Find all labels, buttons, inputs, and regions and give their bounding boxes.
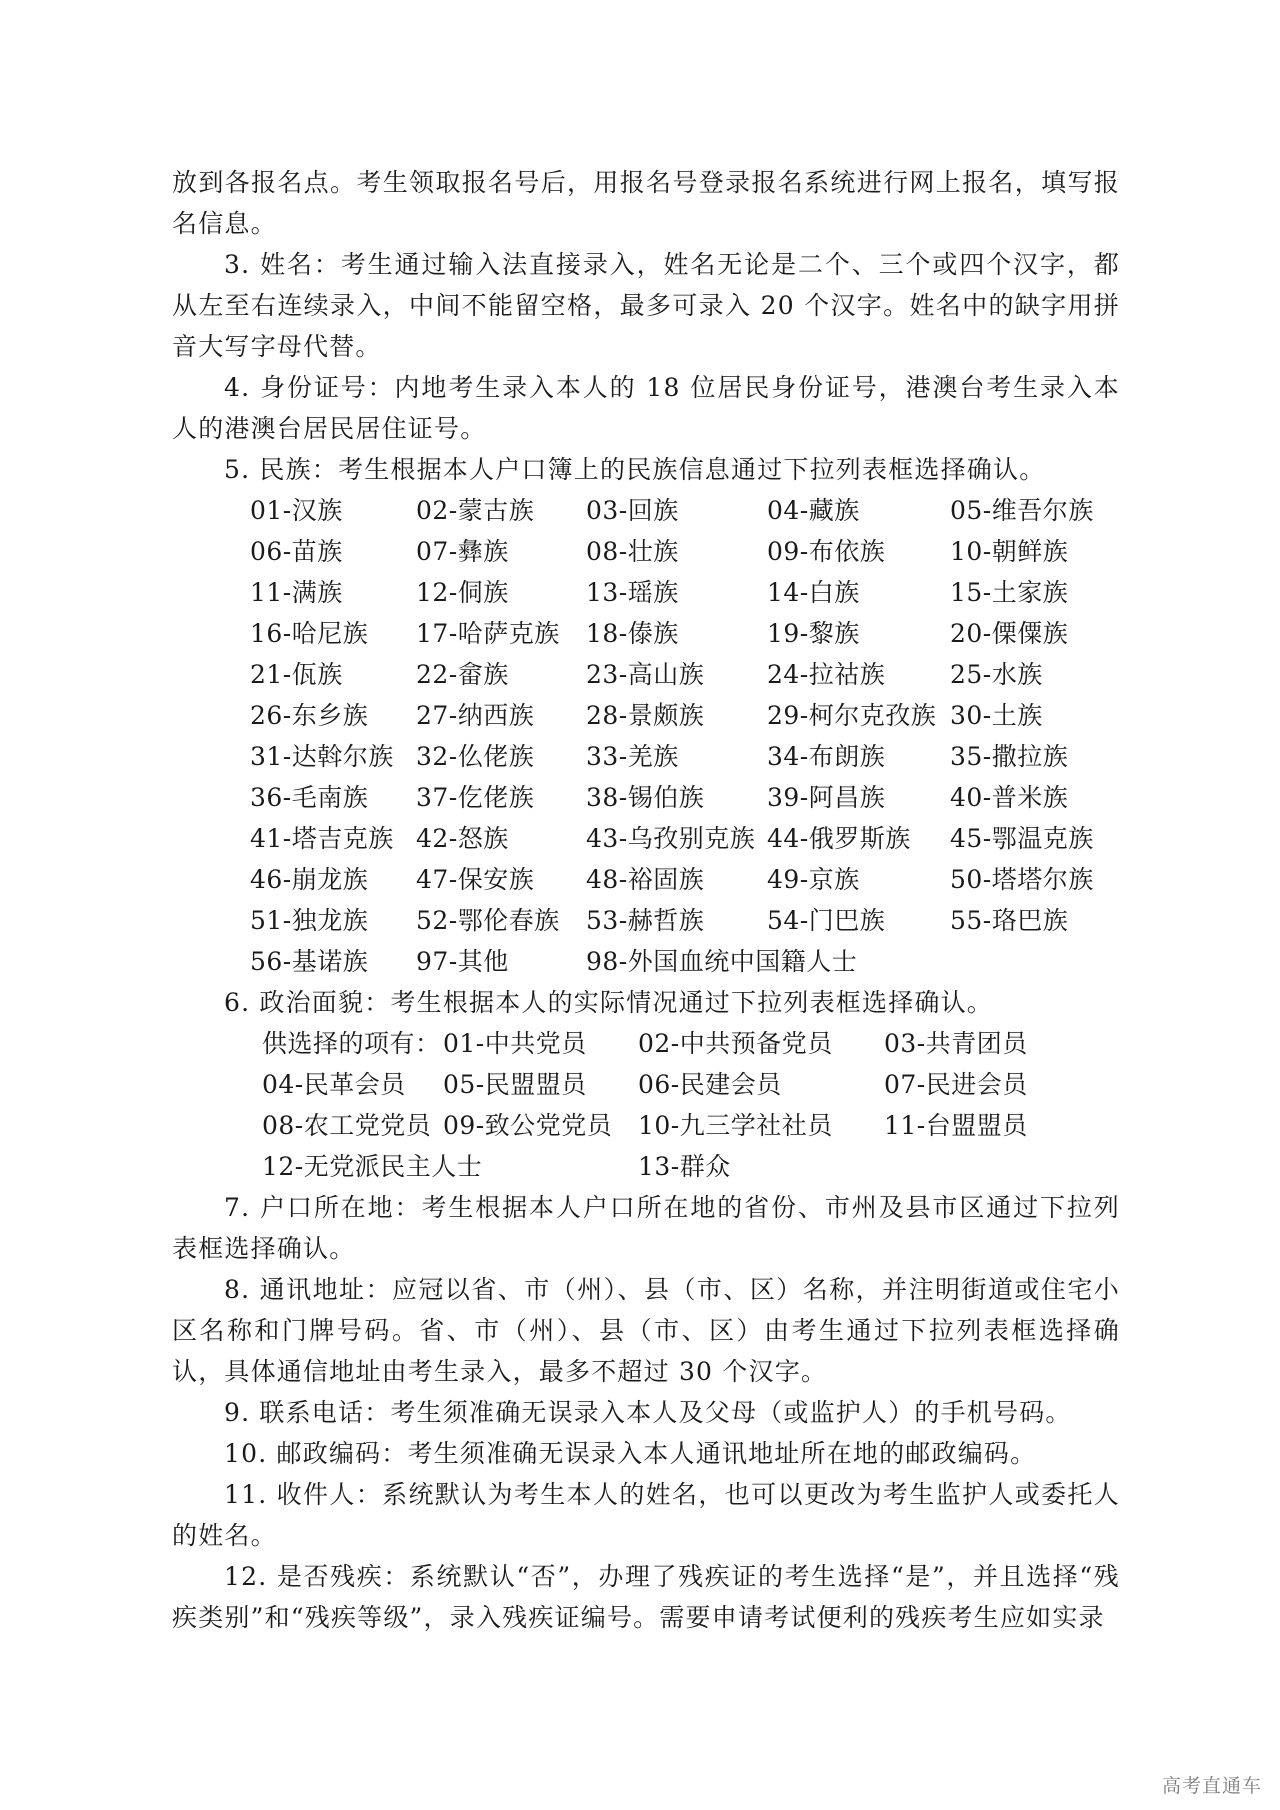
ethnic-option: 38-锡伯族 [586,783,705,812]
ethnic-option: 09-布依族 [767,537,886,566]
ethnic-row [172,654,1120,695]
party-row [172,1023,1120,1064]
ethnic-table [172,490,1120,982]
party-option: 08-农工党党员 [262,1111,432,1140]
ethnic-option: 17-哈萨克族 [416,619,560,648]
ethnic-option: 25-水族 [950,660,1043,689]
ethnic-option: 41-塔吉克族 [250,824,394,853]
ethnic-option: 47-保安族 [416,865,535,894]
paragraph-postcode: 10. 邮政编码：考生须准确无误录入本人通讯地址所在地的邮政编码。 [224,1439,1037,1468]
ethnic-option: 50-塔塔尔族 [950,865,1094,894]
ethnic-option: 29-柯尔克孜族 [767,701,937,730]
ethnic-option: 15-土家族 [950,578,1069,607]
party-table [172,1023,1120,1187]
party-option: 06-民建会员 [638,1070,782,1099]
ethnic-option: 18-傣族 [586,619,679,648]
ethnic-option: 34-布朗族 [767,742,886,771]
ethnic-option: 39-阿昌族 [767,783,886,812]
ethnic-option: 51-独龙族 [250,906,369,935]
paragraph-phone: 9. 联系电话：考生须准确无误录入本人及父母（或监护人）的手机号码。 [224,1398,1072,1427]
ethnic-option: 24-拉祜族 [767,660,886,689]
ethnic-option: 32-仫佬族 [416,742,535,771]
ethnic-row [172,859,1120,900]
ethnic-row [172,490,1120,531]
ethnic-option: 11-满族 [250,578,343,607]
ethnic-option: 55-珞巴族 [950,906,1069,935]
paragraph-address: 8. 通讯地址：应冠以省、市（州）、县（市、区）名称，并注明街道或住宅小区名称和门牌号码。省、市（州）、县（市、区）由考生通过下拉列表框选择确认，具体通信地址由考生录入，最多不超过 30 个汉字。 [172,1275,1120,1386]
party-option: 13-群众 [638,1152,731,1181]
party-option: 12-无党派民主人士 [262,1152,483,1181]
ethnic-option: 02-蒙古族 [416,496,535,525]
party-option: 09-致公党党员 [443,1111,613,1140]
ethnic-row [172,695,1120,736]
ethnic-option: 13-瑶族 [586,578,679,607]
ethnic-option: 21-佤族 [250,660,343,689]
ethnic-option: 28-景颇族 [586,701,705,730]
ethnic-option: 12-侗族 [416,578,509,607]
ethnic-option: 36-毛南族 [250,783,369,812]
party-option: 03-共青团员 [884,1029,1028,1058]
ethnic-option: 16-哈尼族 [250,619,369,648]
ethnic-row [172,736,1120,777]
ethnic-option: 06-苗族 [250,537,343,566]
paragraph-disability: 12. 是否残疾：系统默认“否”，办理了残疾证的考生选择“是”，并且选择“残疾类别”和“残疾等级”，录入残疾证编号。需要申请考试便利的残疾考生应如实录 [172,1562,1120,1632]
ethnic-row [172,941,1120,982]
ethnic-option: 07-彝族 [416,537,509,566]
party-option: 11-台盟盟员 [884,1111,1028,1140]
paragraph-id-number: 4. 身份证号：内地考生录入本人的 18 位居民身份证号，港澳台考生录入本人的港澳台居民居住证号。 [172,373,1120,443]
ethnic-option: 33-羌族 [586,742,679,771]
ethnic-option: 44-俄罗斯族 [767,824,911,853]
ethnic-row [172,531,1120,572]
ethnic-row [172,818,1120,859]
ethnic-option: 22-畲族 [416,660,509,689]
ethnic-option: 14-白族 [767,578,860,607]
ethnic-option: 49-京族 [767,865,860,894]
ethnic-option: 05-维吾尔族 [950,496,1094,525]
paragraph-political-status: 6. 政治面貌：考生根据本人的实际情况通过下拉列表框选择确认。 [224,988,994,1017]
party-option: 01-中共党员 [443,1029,587,1058]
ethnic-row [172,572,1120,613]
ethnic-option: 31-达斡尔族 [250,742,394,771]
ethnic-option: 52-鄂伦春族 [416,906,560,935]
ethnic-option: 35-撒拉族 [950,742,1069,771]
party-option: 07-民进会员 [884,1070,1028,1099]
ethnic-row [172,777,1120,818]
party-option: 05-民盟盟员 [443,1070,587,1099]
ethnic-option: 40-普米族 [950,783,1069,812]
ethnic-option: 46-崩龙族 [250,865,369,894]
ethnic-option: 43-乌孜别克族 [586,824,756,853]
paragraph-ethnicity: 5. 民族：考生根据本人户口簿上的民族信息通过下拉列表框选择确认。 [224,455,1046,484]
ethnic-option: 04-藏族 [767,496,860,525]
party-row [172,1146,1120,1187]
watermark: 高考直通车 [1161,1775,1262,1797]
paragraph-household: 7. 户口所在地：考生根据本人户口所在地的省份、市州及县市区通过下拉列表框选择确认。 [172,1193,1120,1263]
party-option: 02-中共预备党员 [638,1029,833,1058]
party-options-label: 供选择的项有： [262,1029,441,1058]
paragraph-name: 3. 姓名：考生通过输入法直接录入，姓名无论是二个、三个或四个汉字，都从左至右连续录入，中间不能留空格，最多可录入 20 个汉字。姓名中的缺字用拼音大写字母代替。 [172,250,1120,361]
ethnic-option: 37-仡佬族 [416,783,535,812]
ethnic-option: 01-汉族 [250,496,343,525]
ethnic-option: 45-鄂温克族 [950,824,1094,853]
party-option: 10-九三学社社员 [638,1111,833,1140]
ethnic-option: 30-土族 [950,701,1043,730]
ethnic-option: 23-高山族 [586,660,705,689]
ethnic-row [172,900,1120,941]
paragraph-continuation: 放到各报名点。考生领取报名号后，用报名号登录报名系统进行网上报名，填写报名信息。 [172,168,1120,238]
ethnic-option: 26-东乡族 [250,701,369,730]
ethnic-option: 03-回族 [586,496,679,525]
ethnic-option: 42-怒族 [416,824,509,853]
ethnic-row [172,613,1120,654]
party-option: 04-民革会员 [262,1070,406,1099]
ethnic-option: 19-黎族 [767,619,860,648]
ethnic-option: 20-傈僳族 [950,619,1069,648]
ethnic-option: 53-赫哲族 [586,906,705,935]
ethnic-option: 54-门巴族 [767,906,886,935]
ethnic-option: 48-裕固族 [586,865,705,894]
paragraph-recipient: 11. 收件人：系统默认为考生本人的姓名，也可以更改为考生监护人或委托人的姓名。 [172,1480,1120,1550]
ethnic-option: 97-其他 [416,947,509,976]
party-row [172,1105,1120,1146]
ethnic-option: 56-基诺族 [250,947,369,976]
ethnic-option: 27-纳西族 [416,701,535,730]
document-page [172,162,1120,1638]
ethnic-option: 98-外国血统中国籍人士 [586,947,858,976]
party-row [172,1064,1120,1105]
ethnic-option: 10-朝鲜族 [950,537,1069,566]
ethnic-option: 08-壮族 [586,537,679,566]
